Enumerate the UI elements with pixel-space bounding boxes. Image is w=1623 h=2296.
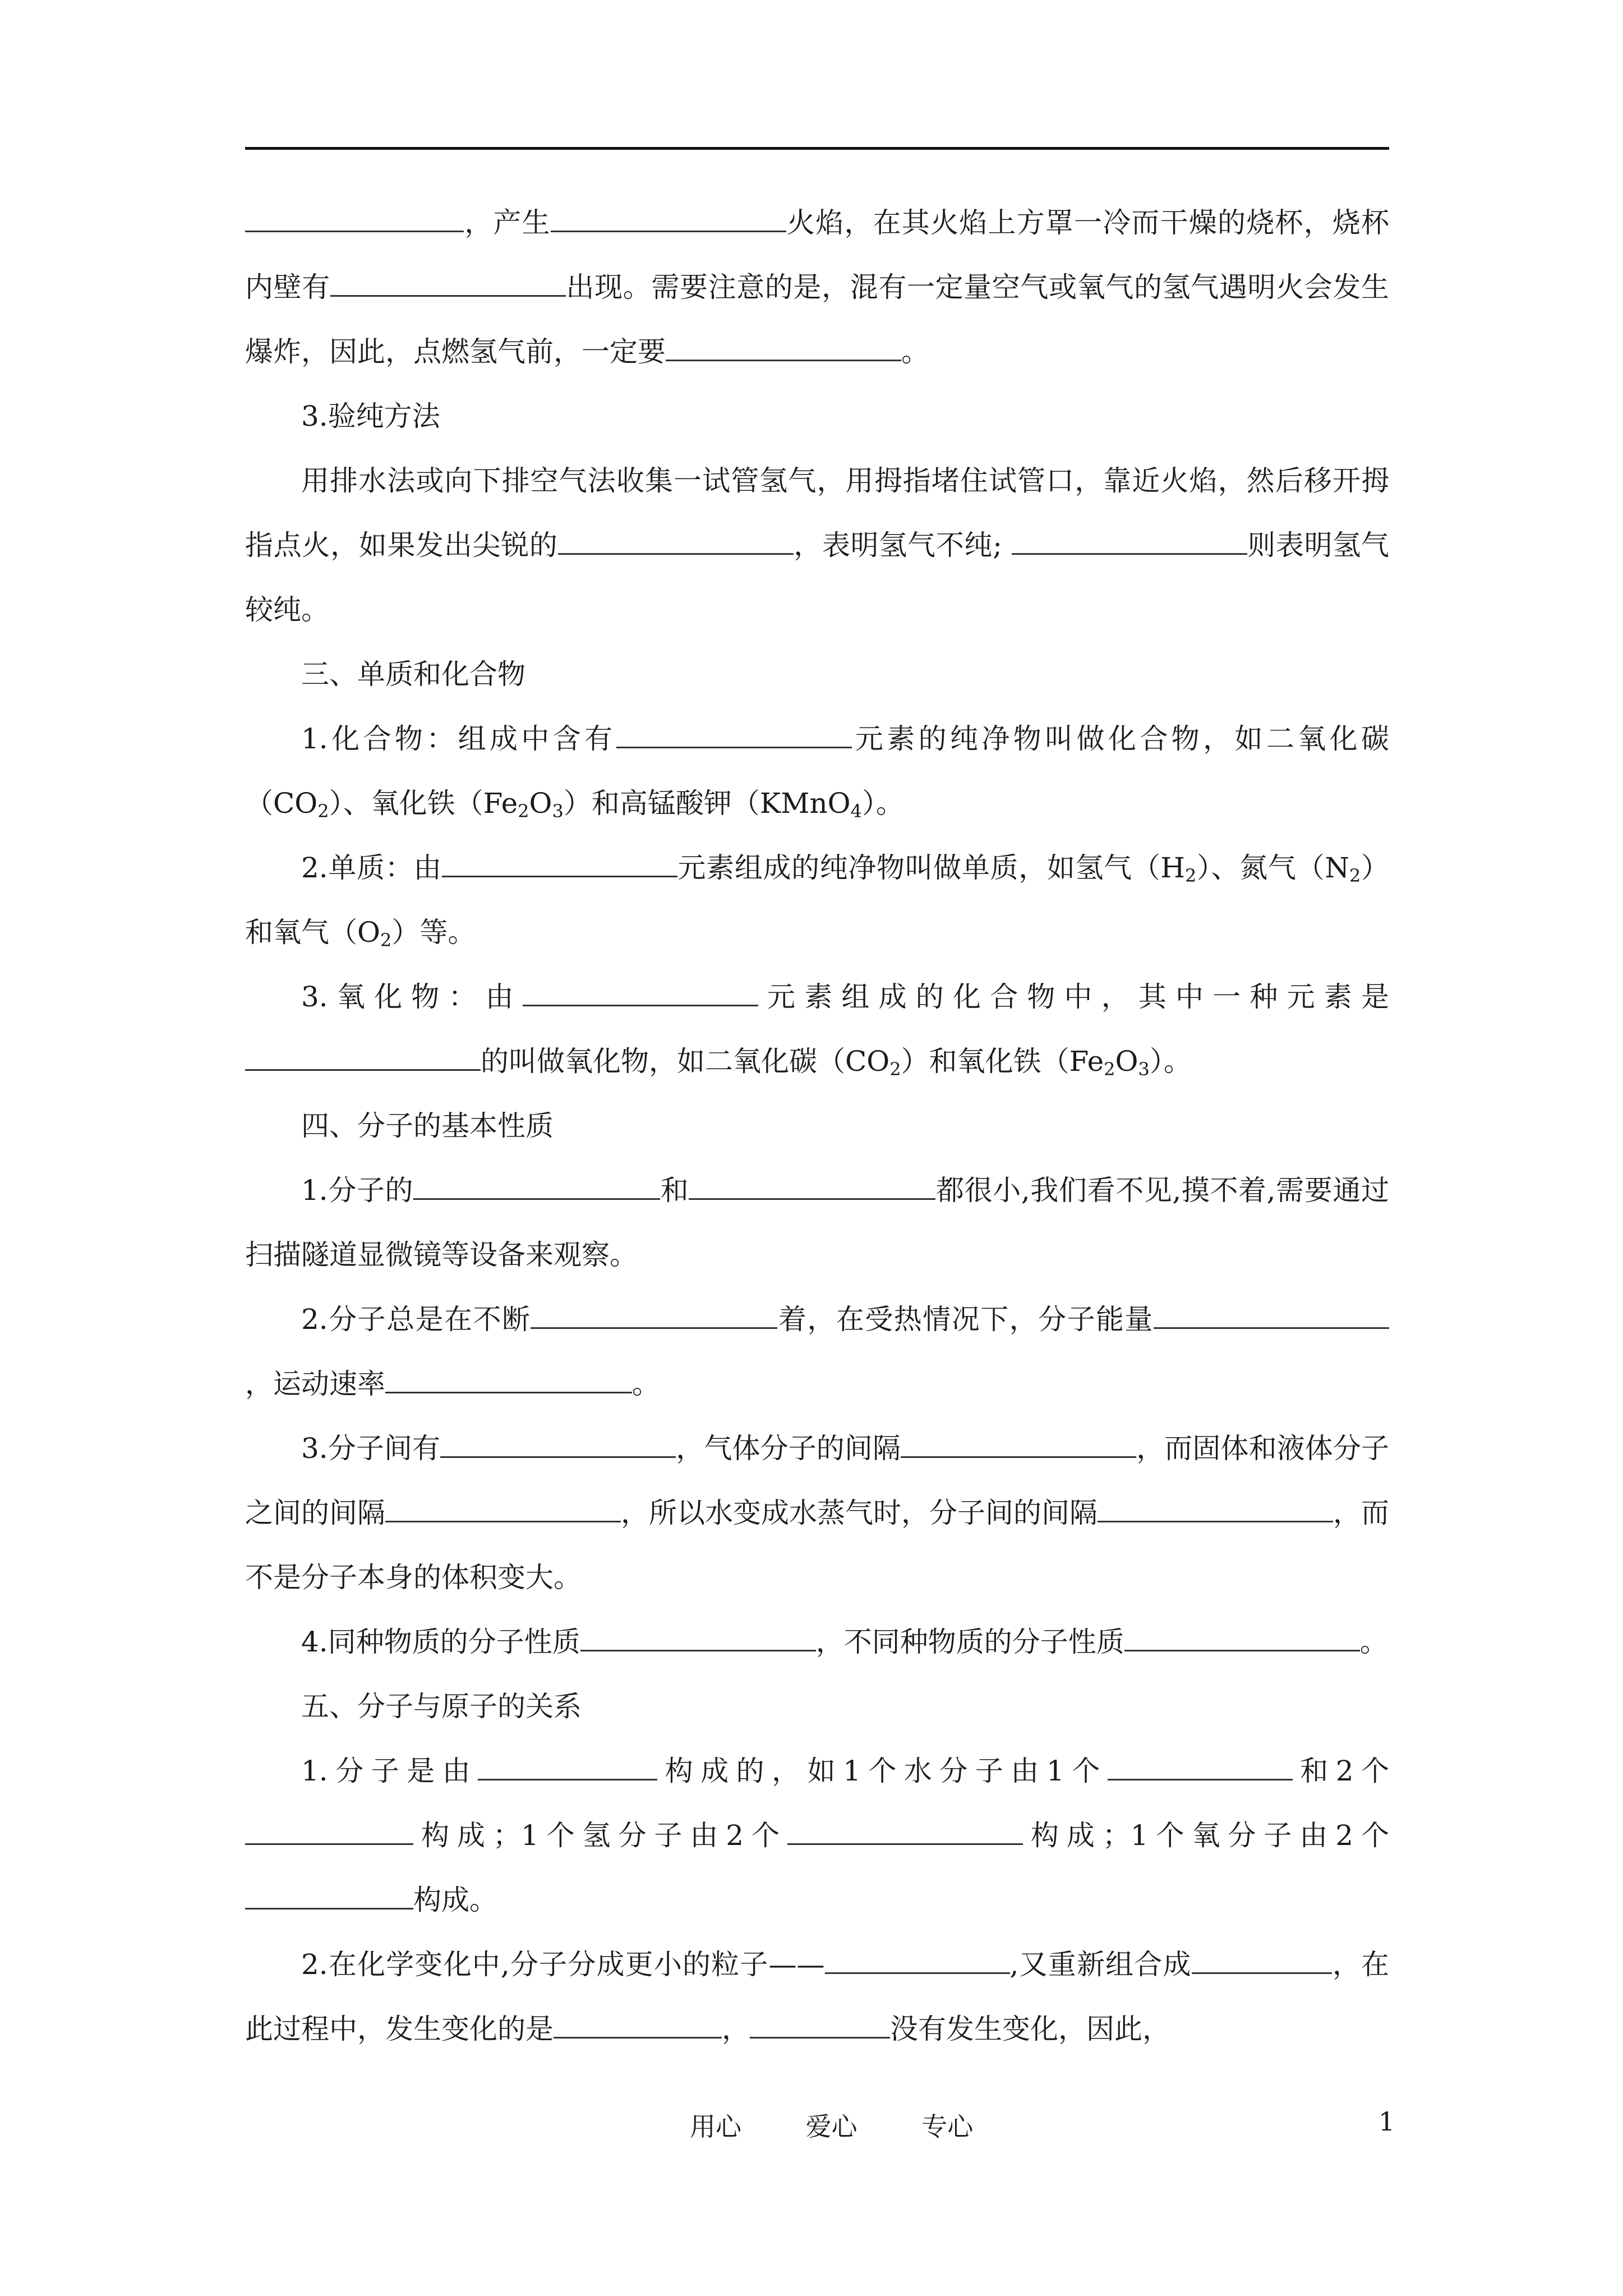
answer-blank[interactable]	[825, 1968, 1010, 1974]
answer-blank[interactable]	[901, 1452, 1136, 1458]
answer-blank[interactable]	[245, 1065, 481, 1071]
answer-blank[interactable]	[440, 1452, 676, 1458]
answer-blank[interactable]	[558, 549, 794, 555]
paragraph-element-substance: 2.单质：由 元素组成的纯净物叫做单质，如氢气$(H_2)$、氮气$(N_2)$和氧气$(O_2)$等。	[245, 852, 1389, 951]
paragraph-molecule-spacing: 3.分子间有 ，气体分子的间隔 ，而固体和液体分子之间的间隔 ，所以水变成水蒸气时，分子间的间隔 ，而不是分子本身的体积变大。	[245, 1432, 1390, 1594]
answer-blank[interactable]	[531, 1323, 777, 1329]
heading-section-4: 四、分子的基本性质	[301, 1110, 554, 1142]
footer-motto: 用心 爱心 专心	[690, 2111, 974, 2142]
page-number: 1	[1378, 2106, 1395, 2137]
answer-blank[interactable]	[1124, 1645, 1360, 1651]
answer-blank[interactable]	[245, 226, 464, 232]
answer-blank[interactable]	[330, 291, 566, 297]
answer-blank[interactable]	[413, 1194, 660, 1200]
answer-blank[interactable]	[666, 355, 901, 361]
answer-blank[interactable]	[689, 1194, 935, 1200]
answer-blank[interactable]	[442, 871, 677, 877]
answer-blank[interactable]	[1192, 1968, 1332, 1974]
answer-blank[interactable]	[1108, 1774, 1293, 1780]
answer-blank[interactable]	[554, 2032, 722, 2039]
answer-blank[interactable]	[1154, 1323, 1389, 1329]
heading-purity-test: 3.验纯方法	[301, 400, 440, 432]
paragraph-molecule-motion: 2.分子总是在不断 着，在受热情况下，分子能量，运动速率 。	[245, 1287, 1389, 1416]
paragraph-molecule-properties: 4.同种物质的分子性质 ，不同种物质的分子性质 。	[301, 1626, 1388, 1658]
answer-blank[interactable]	[616, 742, 852, 748]
answer-blank[interactable]	[385, 1516, 621, 1522]
paragraph-molecule-composition: 1.分子是由 构成的，如1个水分子由1个 和2个构成；1个氢分子由2个 构成；1个氧分子由2个构成。	[245, 1739, 1389, 1932]
answer-blank[interactable]	[245, 1903, 413, 1910]
paragraph-hydrogen-combustion: ，产生 火焰，在其火焰上方罩一冷而干燥的烧杯，烧杯内壁有 出现。需要注意的是，混有一定量空气或氧气的氢气遇明火会发生爆炸，因此，点燃氢气前，一定要 。	[245, 206, 1390, 368]
paragraph-chemical-change: 2.在化学变化中,分子分成更小的粒子—— ,又重新组合成 ，在此过程中，发生变化的是 ， 没有发生变化，因此，	[245, 1948, 1389, 2045]
answer-blank[interactable]	[787, 1839, 1023, 1845]
answer-blank[interactable]	[1012, 549, 1247, 555]
answer-blank[interactable]	[1098, 1516, 1333, 1522]
answer-blank[interactable]	[385, 1387, 632, 1393]
answer-blank[interactable]	[478, 1774, 657, 1780]
answer-blank[interactable]	[750, 2032, 890, 2039]
document-body	[245, 191, 1389, 2062]
answer-blank[interactable]	[523, 1000, 758, 1006]
paragraph-purity-test: 用排水法或向下排空气法收集一试管氢气，用拇指堵住试管口，靠近火焰，然后移开拇指点火，如果发出尖锐的 ，表明氢气不纯; 则表明氢气较纯。	[245, 464, 1390, 626]
heading-section-5: 五、分子与原子的关系	[301, 1690, 582, 1723]
paragraph-compound: 1.化合物：组成中含有 元素的纯净物叫做化合物，如二氧化碳$(CO_2)$、氧化铁$(Fe_2O_3)$和高锰酸钾（KMnO$_4$）。	[245, 723, 1389, 822]
answer-blank[interactable]	[551, 226, 786, 232]
paragraph-oxide: 3.氧化物：由 元素组成的化合物中，其中一种元素是的叫做氧化物，如二氧化碳$(CO_2)$和氧化铁$(Fe_2O_3)$。	[245, 965, 1389, 1094]
heading-section-3: 三、单质和化合物	[301, 658, 525, 691]
paragraph-molecule-size: 1.分子的 和 都很小,我们看不见,摸不着,需要通过扫描隧道显微镜等设备来观察。	[245, 1174, 1389, 1271]
answer-blank[interactable]	[580, 1645, 816, 1651]
header-rule	[245, 147, 1389, 150]
answer-blank[interactable]	[245, 1839, 413, 1845]
